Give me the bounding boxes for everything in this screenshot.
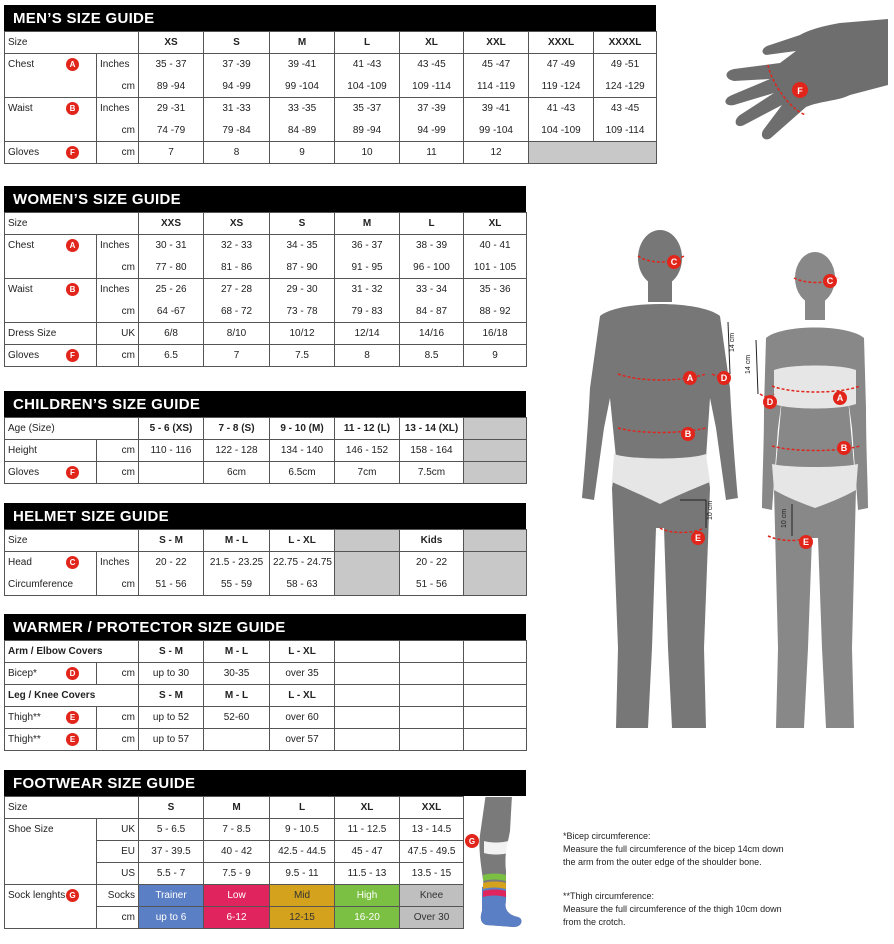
cell: 16/18 <box>464 323 527 345</box>
men-title: MEN’S SIZE GUIDE <box>4 5 656 31</box>
cell: 91 - 95 <box>335 257 400 279</box>
blank <box>464 685 527 707</box>
badge-b-male: B <box>684 429 692 439</box>
thigh-note-line: Measure the full circumference of the thigh 10cm down <box>563 904 782 914</box>
foot-size: S <box>139 797 204 819</box>
cell: 99 -104 <box>464 120 529 142</box>
unit: cm <box>97 907 139 929</box>
cell: 101 - 105 <box>464 257 527 279</box>
men-size-guide <box>4 5 656 164</box>
warmer-title: WARMER / PROTECTOR SIZE GUIDE <box>4 614 526 640</box>
women-waist-label: Waist B <box>5 279 97 301</box>
helmet-title: HELMET SIZE GUIDE <box>4 503 526 529</box>
cell: 30-35 <box>204 663 270 685</box>
empty-cell <box>335 530 400 552</box>
blank <box>335 707 400 729</box>
unit: cm <box>97 574 139 596</box>
badge-d-male: D <box>720 373 728 383</box>
unit: cm <box>97 301 139 323</box>
cell: 20 - 22 <box>139 552 204 574</box>
cell <box>139 462 204 484</box>
thigh-label: Thigh** E <box>5 729 97 751</box>
blank <box>400 641 464 663</box>
cell: 29 - 30 <box>270 279 335 301</box>
cell: 146 - 152 <box>335 440 400 462</box>
helmet-head-label: Head C <box>5 552 97 574</box>
label-10cm-male: 10 cm <box>707 500 714 520</box>
blank <box>5 301 97 323</box>
cell: 34 - 35 <box>270 235 335 257</box>
hand-illustration <box>710 15 890 155</box>
men-waist-label: Waist B <box>5 98 97 120</box>
women-size-xxs: XXS <box>139 213 204 235</box>
cell: up to 52 <box>139 707 204 729</box>
cell: 12 <box>464 142 529 164</box>
cell: 84 - 87 <box>400 301 464 323</box>
unit: Inches <box>97 54 139 76</box>
blank <box>464 663 527 685</box>
cell: 68 - 72 <box>204 301 270 323</box>
cell: 99 -104 <box>270 76 335 98</box>
empty-cell <box>464 418 527 440</box>
blank <box>5 841 97 863</box>
cell: 7 <box>139 142 204 164</box>
cell: 39 -41 <box>270 54 335 76</box>
cell: 43 -45 <box>594 98 657 120</box>
cell: 8/10 <box>204 323 270 345</box>
cell: 58 - 63 <box>270 574 335 596</box>
blank <box>335 641 400 663</box>
cell: 25 - 26 <box>139 279 204 301</box>
blank <box>464 641 527 663</box>
gloves-badge: F <box>66 146 79 159</box>
cell: 11 <box>400 142 464 164</box>
cell: 87 - 90 <box>270 257 335 279</box>
cell: 31 - 32 <box>335 279 400 301</box>
blank <box>335 663 400 685</box>
cell: 81 - 86 <box>204 257 270 279</box>
cell: 89 -94 <box>139 76 204 98</box>
cell: 9 - 10.5 <box>270 819 335 841</box>
footwear-title: FOOTWEAR SIZE GUIDE <box>4 770 526 796</box>
leg-size: M - L <box>204 685 270 707</box>
unit: US <box>97 863 139 885</box>
thigh-badge: E <box>66 733 79 746</box>
children-size: 9 - 10 (M) <box>270 418 335 440</box>
gloves-badge: F <box>66 466 79 479</box>
cell: 134 - 140 <box>270 440 335 462</box>
blank <box>464 707 527 729</box>
bicep-label: Bicep* D <box>5 663 97 685</box>
blank <box>464 729 527 751</box>
children-title: CHILDREN’S SIZE GUIDE <box>4 391 526 417</box>
men-size-s: S <box>204 32 270 54</box>
unit: Inches <box>97 235 139 257</box>
women-size-guide <box>4 186 526 367</box>
cell: over 60 <box>270 707 335 729</box>
cell: 32 - 33 <box>204 235 270 257</box>
helmet-size: M - L <box>204 530 270 552</box>
cell: 29 -31 <box>139 98 204 120</box>
bicep-note-line: the arm from the outer edge of the shoulder bone. <box>563 857 762 867</box>
cell: 88 - 92 <box>464 301 527 323</box>
blank <box>335 729 400 751</box>
sock-type-high: High <box>335 885 400 907</box>
unit: cm <box>97 729 139 751</box>
sock-type-trainer: Trainer <box>139 885 204 907</box>
women-table <box>4 212 527 367</box>
cell: 74 -79 <box>139 120 204 142</box>
cell: 6.5 <box>139 345 204 367</box>
children-height-label: Height <box>5 440 97 462</box>
helmet-circ-label: Circumference <box>5 574 97 596</box>
sock-cm: up to 6 <box>139 907 204 929</box>
women-size-l: L <box>400 213 464 235</box>
badge-e-female: E <box>802 537 810 547</box>
men-size-xl: XL <box>400 32 464 54</box>
label-14cm-female: 14 cm <box>745 354 752 374</box>
men-size-l: L <box>335 32 400 54</box>
cell: 33 - 34 <box>400 279 464 301</box>
children-table <box>4 417 527 484</box>
cell: 104 -109 <box>335 76 400 98</box>
children-size-guide <box>4 391 526 484</box>
cell: 13 - 14.5 <box>400 819 464 841</box>
women-gloves-label: Gloves F <box>5 345 97 367</box>
sock-badge: G <box>66 889 79 902</box>
children-gloves-label: Gloves F <box>5 462 97 484</box>
f-label: F <box>797 86 803 96</box>
empty-cell <box>464 462 527 484</box>
empty-cell <box>335 552 400 596</box>
helmet-size-label: Size <box>5 530 139 552</box>
cell: 41 -43 <box>529 98 594 120</box>
arm-covers-label: Arm / Elbow Covers <box>5 641 139 663</box>
men-size-label: Size <box>5 32 139 54</box>
unit: UK <box>97 323 139 345</box>
sock-type-knee: Knee <box>400 885 464 907</box>
women-dress-label: Dress Size <box>5 323 97 345</box>
badge-e-male: E <box>694 533 702 543</box>
cell: 39 -41 <box>464 98 529 120</box>
cell: 7.5 <box>270 345 335 367</box>
cell: 110 - 116 <box>139 440 204 462</box>
cell: 119 -124 <box>529 76 594 98</box>
badge-a-male: A <box>686 373 694 383</box>
cell: 47 -49 <box>529 54 594 76</box>
cell: 33 -35 <box>270 98 335 120</box>
unit: Inches <box>97 98 139 120</box>
helmet-size-guide <box>4 503 526 596</box>
cell: 35 -37 <box>335 98 400 120</box>
cell: 6cm <box>204 462 270 484</box>
cell: 7cm <box>335 462 400 484</box>
cell: 109 -114 <box>594 120 657 142</box>
cell: 84 -89 <box>270 120 335 142</box>
gloves-badge: F <box>66 349 79 362</box>
blank <box>400 729 464 751</box>
women-size-xs: XS <box>204 213 270 235</box>
children-size: 13 - 14 (XL) <box>400 418 464 440</box>
cell: 9 <box>464 345 527 367</box>
foot-size: M <box>204 797 270 819</box>
warmer-table <box>4 640 527 751</box>
cell: 11.5 - 13 <box>335 863 400 885</box>
empty-cell <box>464 530 527 552</box>
sock-illustration <box>464 797 527 929</box>
unit: cm <box>97 440 139 462</box>
cell: 20 - 22 <box>400 552 464 574</box>
cell: over 57 <box>270 729 335 751</box>
cell: 40 - 42 <box>204 841 270 863</box>
cell: 7.5 - 9 <box>204 863 270 885</box>
cell: 13.5 - 15 <box>400 863 464 885</box>
women-size-label: Size <box>5 213 139 235</box>
sock-cm: 6-12 <box>204 907 270 929</box>
cell: 45 -47 <box>464 54 529 76</box>
body-figures <box>560 228 870 738</box>
arm-size: M - L <box>204 641 270 663</box>
cell: 9 <box>270 142 335 164</box>
foot-size: L <box>270 797 335 819</box>
sock-cm: Over 30 <box>400 907 464 929</box>
men-size-xs: XS <box>139 32 204 54</box>
cell: 14/16 <box>400 323 464 345</box>
arm-size: L - XL <box>270 641 335 663</box>
cell: 7.5cm <box>400 462 464 484</box>
cell: 9.5 - 11 <box>270 863 335 885</box>
blank <box>5 863 97 885</box>
female-figure-icon <box>762 252 868 728</box>
cell: 7 <box>204 345 270 367</box>
cell: 30 - 31 <box>139 235 204 257</box>
cell: 47.5 - 49.5 <box>400 841 464 863</box>
blank <box>400 685 464 707</box>
cell: 35 - 37 <box>139 54 204 76</box>
bicep-note-line: Measure the full circumference of the bicep 14cm down <box>563 844 784 854</box>
thigh-note-title: **Thigh circumference: <box>563 891 655 901</box>
cell: 79 -84 <box>204 120 270 142</box>
cell: 37 -39 <box>204 54 270 76</box>
cell: 10 <box>335 142 400 164</box>
warmer-size-guide <box>4 614 526 751</box>
unit: UK <box>97 819 139 841</box>
cell: 40 - 41 <box>464 235 527 257</box>
sock-type-mid: Mid <box>270 885 335 907</box>
cell: over 35 <box>270 663 335 685</box>
cell: 5.5 - 7 <box>139 863 204 885</box>
cell: 11 - 12.5 <box>335 819 400 841</box>
children-size: 11 - 12 (L) <box>335 418 400 440</box>
women-size-s: S <box>270 213 335 235</box>
leg-covers-label: Leg / Knee Covers <box>5 685 139 707</box>
cell: 55 - 59 <box>204 574 270 596</box>
footwear-table <box>4 796 527 929</box>
badge-a-female: A <box>836 393 844 403</box>
thigh-note <box>563 890 782 929</box>
helmet-table <box>4 529 527 596</box>
cell: 73 - 78 <box>270 301 335 323</box>
cell: 21.5 - 23.25 <box>204 552 270 574</box>
blank <box>400 663 464 685</box>
unit: cm <box>97 345 139 367</box>
blank <box>400 707 464 729</box>
cell: 27 - 28 <box>204 279 270 301</box>
label-10cm-female: 10 cm <box>781 508 788 528</box>
children-size: 7 - 8 (S) <box>204 418 270 440</box>
blank <box>335 685 400 707</box>
leg-size: L - XL <box>270 685 335 707</box>
cell: 114 -119 <box>464 76 529 98</box>
empty-cell <box>464 552 527 596</box>
cell: up to 30 <box>139 663 204 685</box>
g-label: G <box>468 836 476 846</box>
thigh-note-line: from the crotch. <box>563 917 626 927</box>
cell: 158 - 164 <box>400 440 464 462</box>
bicep-note-title: *Bicep circumference: <box>563 831 651 841</box>
helmet-size: S - M <box>139 530 204 552</box>
women-size-xl: XL <box>464 213 527 235</box>
cell: 6.5cm <box>270 462 335 484</box>
blank <box>5 120 97 142</box>
sock-type-low: Low <box>204 885 270 907</box>
cell: 5 - 6.5 <box>139 819 204 841</box>
cell: 22.75 - 24.75 <box>270 552 335 574</box>
cell: 79 - 83 <box>335 301 400 323</box>
unit: cm <box>97 707 139 729</box>
cell: 52-60 <box>204 707 270 729</box>
unit: EU <box>97 841 139 863</box>
cell: 94 -99 <box>204 76 270 98</box>
children-age-label: Age (Size) <box>5 418 139 440</box>
women-title: WOMEN’S SIZE GUIDE <box>4 186 526 212</box>
women-size-m: M <box>335 213 400 235</box>
bicep-note <box>563 830 784 869</box>
cell: 8 <box>335 345 400 367</box>
cell: 38 - 39 <box>400 235 464 257</box>
hand-icon <box>725 19 888 139</box>
helmet-size: L - XL <box>270 530 335 552</box>
cell: 42.5 - 44.5 <box>270 841 335 863</box>
cell: 51 - 56 <box>139 574 204 596</box>
cell: 124 -129 <box>594 76 657 98</box>
footwear-size-label: Size <box>5 797 139 819</box>
cell: 36 - 37 <box>335 235 400 257</box>
men-chest-label: Chest A <box>5 54 97 76</box>
cell: 43 -45 <box>400 54 464 76</box>
head-badge: C <box>66 556 79 569</box>
male-figure-icon <box>582 230 738 728</box>
cell: 89 -94 <box>335 120 400 142</box>
badge-b-female: B <box>840 443 848 453</box>
bicep-badge: D <box>66 667 79 680</box>
men-size-m: M <box>270 32 335 54</box>
waist-badge: B <box>66 102 79 115</box>
cell: 51 - 56 <box>400 574 464 596</box>
sock-lengths-label: Sock lenghts G <box>5 885 97 907</box>
unit: Socks <box>97 885 139 907</box>
men-gloves-label: Gloves F <box>5 142 97 164</box>
cell: 104 -109 <box>529 120 594 142</box>
cell: 7 - 8.5 <box>204 819 270 841</box>
cell: 109 -114 <box>400 76 464 98</box>
cell: 6/8 <box>139 323 204 345</box>
cell: 77 - 80 <box>139 257 204 279</box>
cell: 37 -39 <box>400 98 464 120</box>
cell: up to 57 <box>139 729 204 751</box>
unit: cm <box>97 142 139 164</box>
empty-cell <box>464 440 527 462</box>
cell <box>204 729 270 751</box>
foot-size: XL <box>335 797 400 819</box>
thigh-badge: E <box>66 711 79 724</box>
blank <box>5 257 97 279</box>
unit: cm <box>97 120 139 142</box>
cell: 122 - 128 <box>204 440 270 462</box>
chest-badge: A <box>66 239 79 252</box>
cell: 8 <box>204 142 270 164</box>
shoe-size-label: Shoe Size <box>5 819 97 841</box>
cell: 12/14 <box>335 323 400 345</box>
sock-cm: 12-15 <box>270 907 335 929</box>
badge-c-female: C <box>826 276 834 286</box>
cell: 94 -99 <box>400 120 464 142</box>
cell: 64 -67 <box>139 301 204 323</box>
cell: 37 - 39.5 <box>139 841 204 863</box>
waist-badge: B <box>66 283 79 296</box>
unit: Inches <box>97 552 139 574</box>
unit: cm <box>97 663 139 685</box>
sock-cm: 16-20 <box>335 907 400 929</box>
men-table <box>4 31 657 164</box>
cell: 96 - 100 <box>400 257 464 279</box>
cell: 35 - 36 <box>464 279 527 301</box>
blank <box>5 76 97 98</box>
badge-c-male: C <box>670 257 678 267</box>
helmet-size-kids: Kids <box>400 530 464 552</box>
cell: 8.5 <box>400 345 464 367</box>
thigh-label: Thigh** E <box>5 707 97 729</box>
men-size-xxl: XXL <box>464 32 529 54</box>
unit: cm <box>97 257 139 279</box>
foot-size: XXL <box>400 797 464 819</box>
leg-size: S - M <box>139 685 204 707</box>
children-size: 5 - 6 (XS) <box>139 418 204 440</box>
footwear-size-guide <box>4 770 526 929</box>
label-14cm-male: 14 cm <box>729 332 736 352</box>
cell: 49 -51 <box>594 54 657 76</box>
chest-badge: A <box>66 58 79 71</box>
unit: cm <box>97 462 139 484</box>
blank <box>5 907 97 929</box>
empty-cell <box>529 142 657 164</box>
men-size-xxxxl: XXXXL <box>594 32 657 54</box>
cell: 10/12 <box>270 323 335 345</box>
women-chest-label: Chest A <box>5 235 97 257</box>
cell: 45 - 47 <box>335 841 400 863</box>
arm-size: S - M <box>139 641 204 663</box>
unit: cm <box>97 76 139 98</box>
unit: Inches <box>97 279 139 301</box>
cell: 31 -33 <box>204 98 270 120</box>
leg-sock-icon <box>464 797 526 929</box>
cell: 41 -43 <box>335 54 400 76</box>
badge-d-female: D <box>766 397 774 407</box>
men-size-xxxl: XXXL <box>529 32 594 54</box>
